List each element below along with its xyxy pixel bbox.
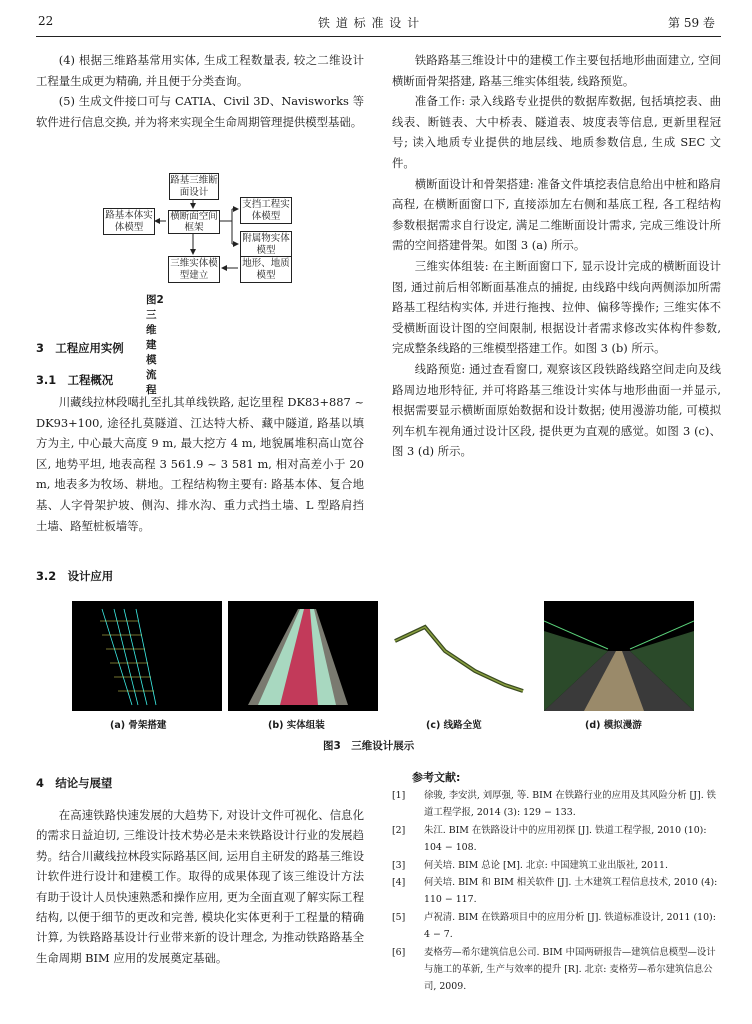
reference-number: [1] [392, 790, 406, 801]
section-4-title: 4 结论与展望 [36, 776, 113, 790]
journal-title: 铁 道 标 准 设 计 [318, 16, 421, 30]
reference-text: 何关培. BIM 总论 [M]. 北京: 中国建筑工业出版社, 2011. [424, 859, 668, 871]
section-4-body [36, 805, 364, 968]
figure-3-caption: 图3 三维设计展示 [323, 740, 415, 752]
figure-2-caption: 图2 三维建模流程 [146, 294, 175, 396]
box-retaining-entity: 支挡工程实体模型 [240, 197, 292, 224]
item-4: (4) 根据三维路基常用实体, 生成工程数量表, 较之二维设计工程量生成更为精确, 并且便于分类查询。 [36, 53, 364, 88]
figure-3c-overview-image [385, 601, 535, 711]
figure-3d-roaming-image [544, 601, 694, 711]
right-para-2: 准备工作: 录入线路专业提供的数据库数据, 包括填挖表、曲线表、断链表、大中桥表、隧道表、坡度表等信息, 更新里程冠号; 读入地质专业提供的地层线、地质参数信息, 生成 SEC 文件。 [392, 94, 721, 170]
reference-item [392, 822, 721, 857]
figure-3d-label: (d) 模拟漫游 [585, 720, 642, 731]
reference-number: [4] [392, 877, 406, 889]
right-column [392, 50, 721, 462]
box-terrain-geology: 地形、地质模型 [240, 256, 292, 283]
figure-3b-label: (b) 实体组装 [268, 720, 325, 731]
figure-3a-skeleton-image [72, 601, 222, 711]
box-subgrade-design: 路基三维断面设计 [169, 173, 219, 200]
figure-3b-entity-image [228, 601, 378, 711]
reference-number: [2] [392, 824, 406, 836]
box-attachment-entity: 附属物实体模型 [240, 231, 292, 258]
figure-3a-label: (a) 骨架搭建 [110, 720, 167, 731]
right-para-3: 横断面设计和骨架搭建: 准备文件填挖表信息给出中桩和路肩高程, 在横断面窗口下, 直接添加左右侧和基底工程, 各工程结构参数根据需求自行设定, 满足二维断面设计需求, 完成三维设计所需的空间搭建骨架。如图 3 (a) 所示。 [392, 176, 721, 253]
box-body-entity: 路基本体实体模型 [103, 208, 155, 235]
project-overview: 川藏线拉林段噶扎至扎其单线铁路, 起讫里程 DK83+887 ~ DK93+100, 途径扎莫隧道、江达特大桥、藏中隧道, 路基以填方为主, 中心最大高度 9 m, 最大挖方 4 m, 地貌属堆积高山宽谷区, 地势平坦, 地表高程 3 561.9 ~ 3 581 m, 相对高差小于 20 m, 地表多为牧场、耕地。工程结构物主要有: 路基本体、复合地基、人字骨架护坡、侧沟、排水沟、重力式挡土墙、L 型路肩挡土墙、路堑桩板墙等。 [36, 395, 364, 533]
figure-3c-label: (c) 线路全览 [426, 720, 482, 731]
references-title: 参考文献: [412, 771, 461, 784]
conclusion-text: 在高速铁路快速发展的大趋势下, 对设计文件可视化、信息化的需求日益迫切, 三维设计技术势必是未来铁路设计行业的发展趋势。结合川藏线拉林段实际路基区间, 运用自主研发的路基三维设计软件进行设计和建模工作。取得的成果体现了该三维设计方法有助于设计人员快速熟悉和操作应用, 更为全面直观了解实际工程结构, 以便于细节的更改和完善, 模块化实体更利于工程量的精确计算, 为铁路路基设计行业带来新的设计理念, 为推动铁路路基全生命周期 BIM 应用的发展奠定基础。 [36, 808, 364, 965]
reference-item [392, 909, 721, 944]
box-3d-model-build: 三维实体模型建立 [168, 256, 220, 283]
right-para-1: 铁路路基三维设计中的建模工作主要包括地形曲面建立, 空间横断面骨架搭建, 路基三维实体组装, 线路预览。 [392, 53, 721, 88]
reference-item [392, 857, 721, 874]
reference-number: [6] [392, 946, 406, 958]
section-3-1-title: 3.1 工程概况 [36, 373, 114, 387]
item-5: (5) 生成文件接口可与 CATIA、Civil 3D、Navisworks 等软件进行信息交换, 并为将来实现全生命周期管理提供模型基础。 [36, 94, 364, 129]
reference-text: 卢祝清. BIM 在铁路项目中的应用分析 [J]. 铁道标准设计, 2011 (10): 4 − 7. [424, 911, 716, 941]
section-3-title: 3 工程应用实例 [36, 341, 124, 355]
right-para-4: 三维实体组装: 在主断面窗口下, 显示设计完成的横断面设计图, 通过前后相邻断面基准点的捕捉, 由线路中线向两侧添加所需路基工程结构实体, 并进行拖拽、拉伸、偏移等操作; 三维实体不受横断面设计图的空间限制, 根据设计者需求修改实体构件参数, 完成整条线路的三维模型搭建工作。如图 3 (b) 所示。 [392, 258, 721, 356]
reference-text: 麦格劳—希尔建筑信息公司. BIM 中国两研报告—建筑信息模型—设计与施工的革新, 生产与效率的提升 [R]. 北京: 麦格劳—希尔建筑信息公司, 2009. [424, 946, 716, 993]
page-number: 22 [38, 14, 54, 28]
section-3-1-body [36, 392, 364, 536]
reference-number: [5] [392, 911, 406, 923]
section-3-2-title: 3.2 设计应用 [36, 569, 114, 583]
reference-item [392, 874, 721, 909]
reference-text: 徐骏, 李安洪, 刘厚强, 等. BIM 在铁路行业的应用及其风险分析 [J]. 铁道工程学报, 2014 (3): 129 − 133. [424, 790, 717, 819]
box-cross-frame: 横断面空间框架 [168, 210, 220, 234]
reference-number: [3] [392, 859, 406, 871]
reference-text: 何关培. BIM 和 BIM 相关软件 [J]. 土木建筑工程信息技术, 2010 (4): 110 − 117. [424, 877, 718, 906]
references-list [392, 787, 721, 996]
volume-label: 第 59 卷 [668, 16, 715, 30]
reference-item [392, 787, 721, 822]
reference-item [392, 944, 721, 996]
right-para-5: 线路预览: 通过查看窗口, 观察该区段铁路线路空间走向及线路周边地形特征, 并可将路基三维设计实体与地形曲面一并显示, 根据需要显示横断面原始数据和设计数据; 使用漫游功能, 可模拟列车机车视角通过设计区段, 提供更为直观的感觉。如图 3 (c)、图 3 (d) 所示。 [392, 361, 721, 459]
reference-text: 朱江. BIM 在铁路设计中的应用初探 [J]. 铁道工程学报, 2010 (10): 104 − 108. [424, 824, 707, 854]
